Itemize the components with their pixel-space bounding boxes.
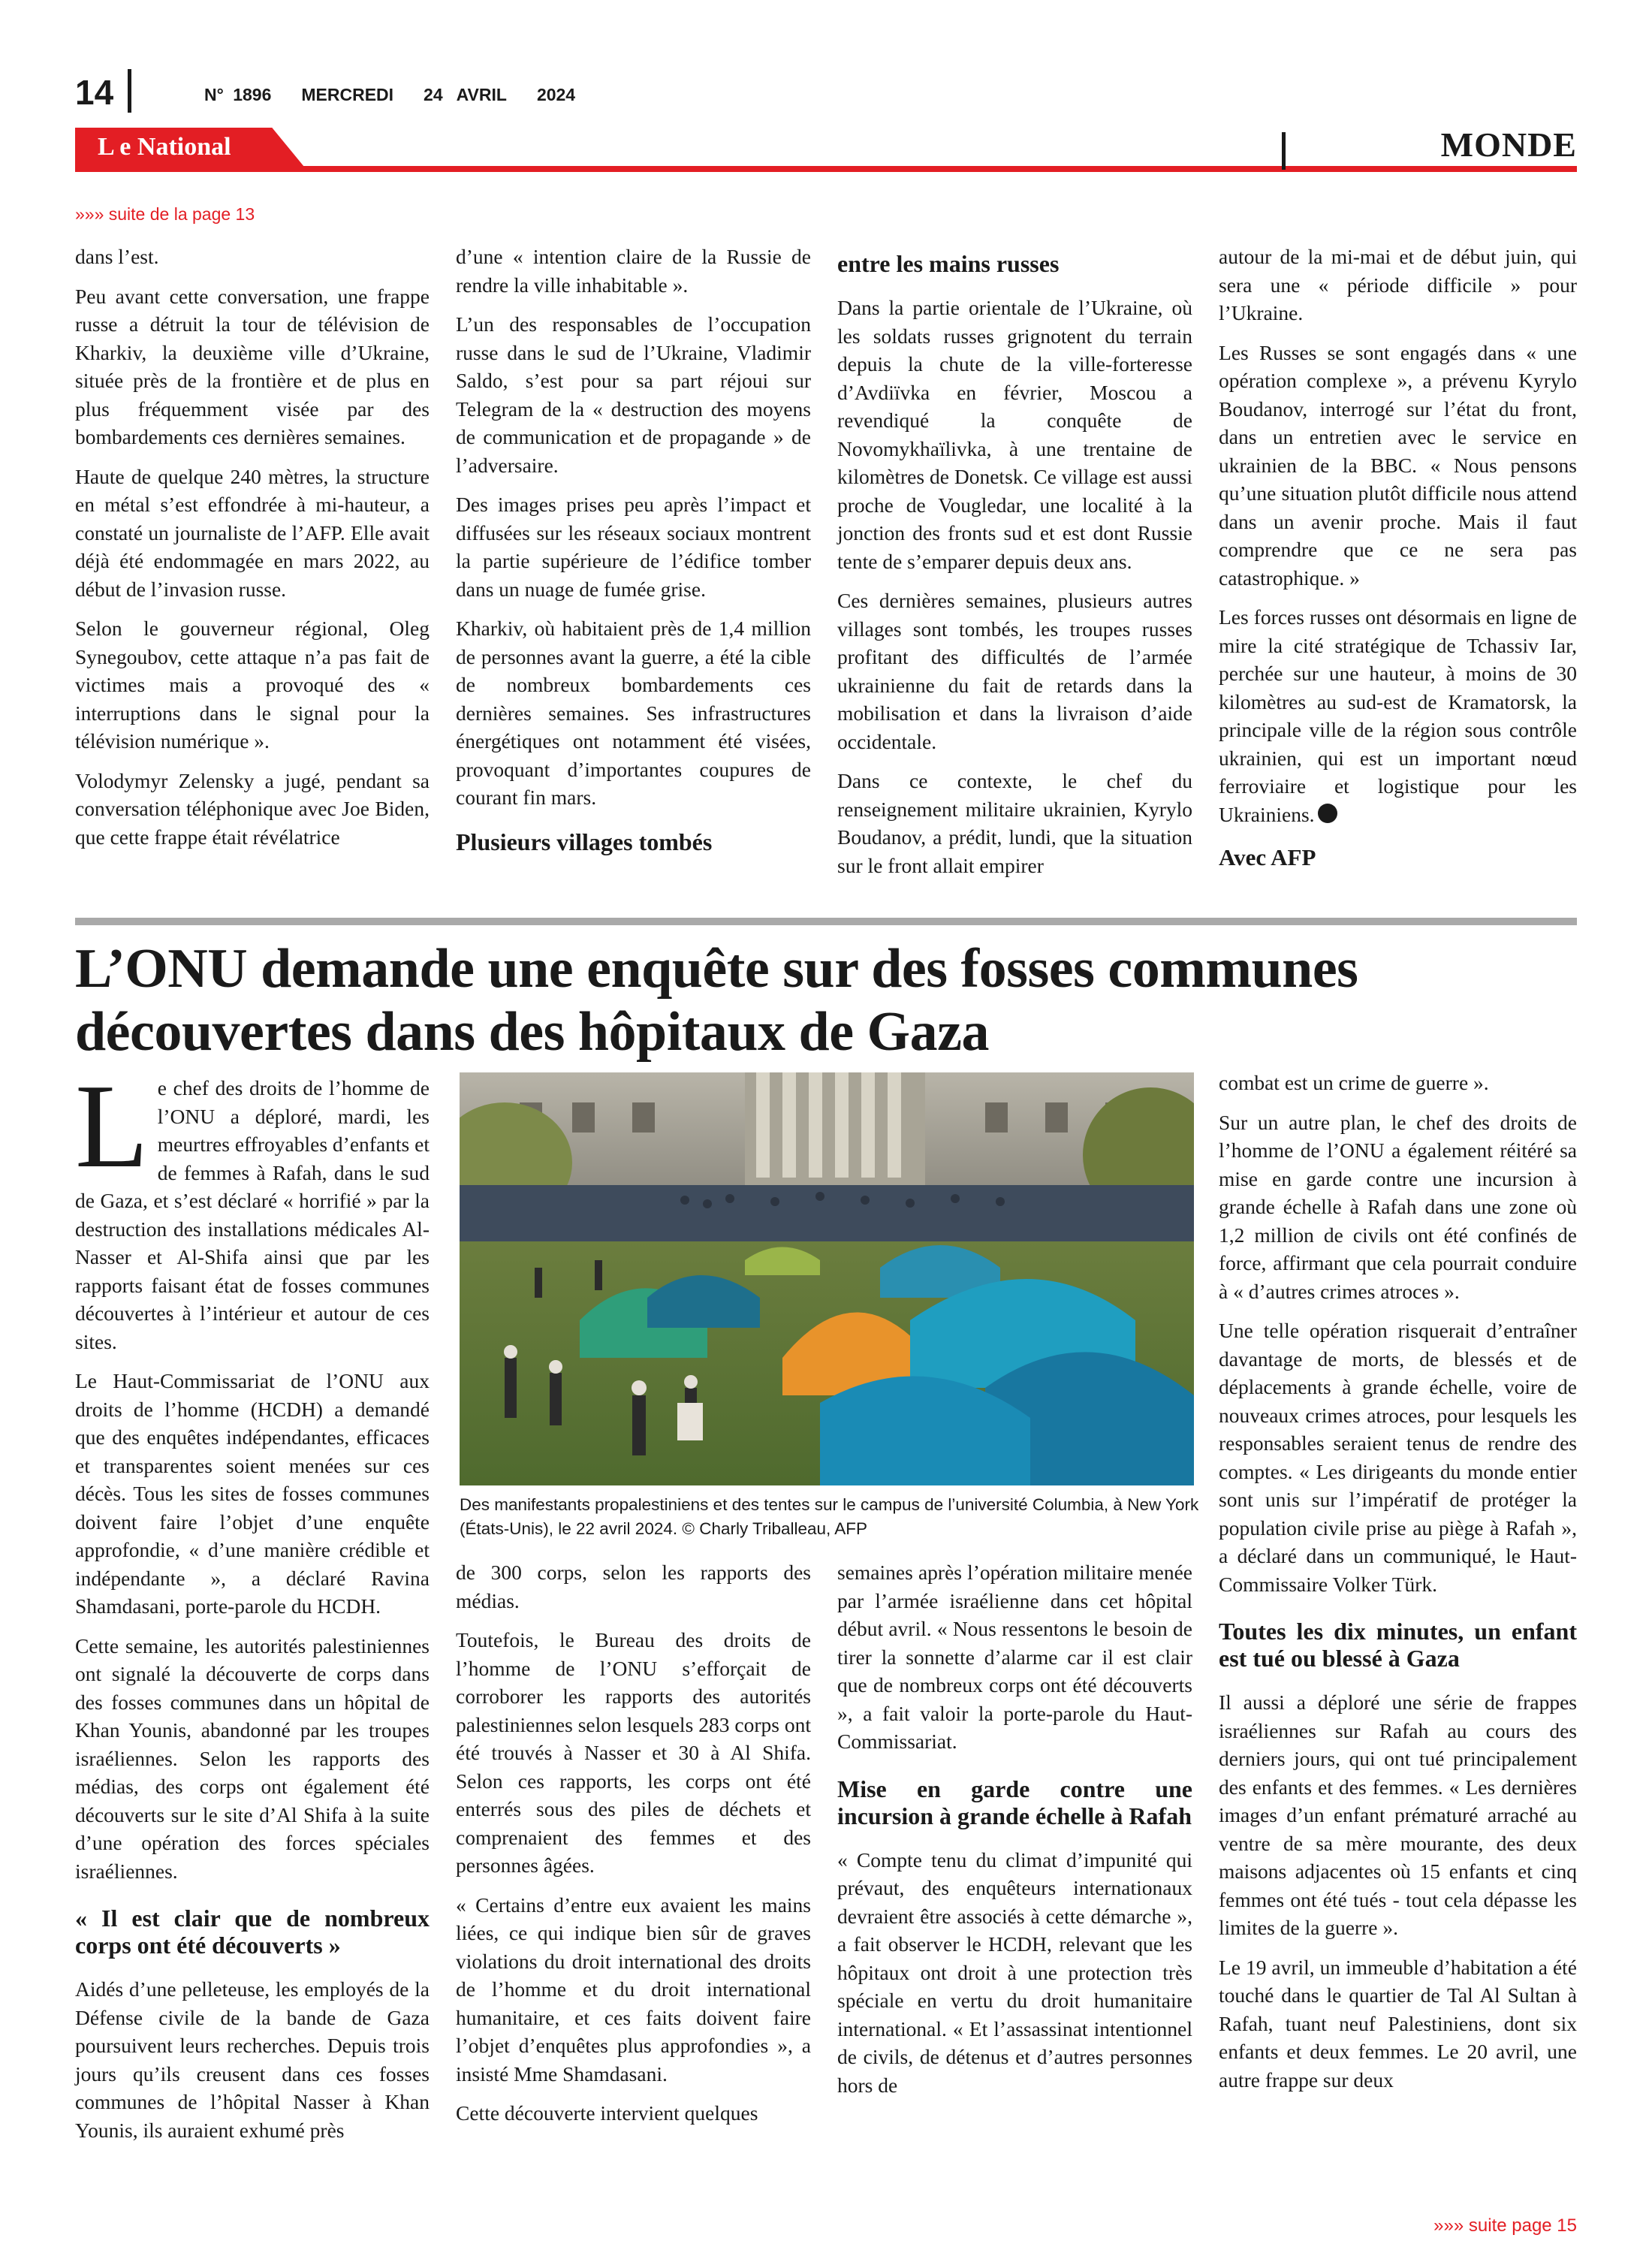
paragraph: Haute de quelque 240 mètres, la structure en métal s’est effondrée à mi-hauteur, a constaté un journaliste de l’AFP. Elle avait déjà été endommagée en mars 2022, au début de l’invasion russe. — [75, 464, 430, 601]
section-divider — [1282, 132, 1286, 170]
top-article-column-1 — [75, 243, 430, 862]
paragraph: dans l’est. — [75, 245, 159, 268]
header-divider — [128, 69, 131, 113]
top-article-column-3 — [837, 250, 1192, 891]
subheading: Toutes les dix minutes, un enfant est tué ou blessé à Gaza — [1219, 1618, 1577, 1672]
subheading: Mise en garde contre une incursion à grande échelle à Rafah — [837, 1775, 1192, 1829]
paragraph: d’une « intention claire de la Russie de rendre la ville inhabitable ». — [456, 245, 811, 297]
paragraph: Dans ce contexte, le chef du renseignement militaire ukrainien, Kyrylo Boudanov, a prédit, lundi, que la situation sur le front allait empirer — [837, 769, 1192, 877]
paragraph: Le Haut-Commissariat de l’ONU aux droits de l’homme (HCDH) a demandé que des enquêtes indépendantes, efficaces et transparentes soient menées sur ces décès. Tous les sites de fosses communes doivent faire l’objet d’une enquête approfondie, « d’une manière crédible et indépendante », a déclaré Ravina Shamdasani, porte-parole du HCDH. — [75, 1369, 430, 1618]
paragraph: Selon le gouverneur régional, Oleg Synegoubov, cette attaque n’a pas fait de victimes mais a provoqué des « interruptions dans le signal pour la télévision numérique ». — [75, 617, 430, 753]
paragraph: Il aussi a déploré une série de frappes israéliennes sur Rafah au cours des derniers jours, qui ont tué principalement des enfants et des femmes. « Les dernières images d’un enfant prématuré arraché au ventre de sa mère mourante, des deux maisons adjacentes où 15 enfants et cinq femmes ont été tués - tout cela dépasse les limites de la guerre ». — [1219, 1691, 1577, 1939]
main-article-column-1 — [75, 1059, 430, 2155]
signature: Avec AFP — [1219, 844, 1316, 870]
main-article-column-2 — [456, 1558, 811, 2139]
paragraph: L’un des responsables de l’occupation russe dans le sud de l’Ukraine, Vladimir Saldo, s’est pour sa part réjoui sur Telegram de la « destruction des moyens de communication et de propagande » de l’adversaire. — [456, 312, 811, 477]
subheading: entre les mains russes — [837, 250, 1060, 277]
stop-mark-icon — [1318, 804, 1337, 823]
article-divider — [75, 918, 1577, 925]
continued-from-link[interactable]: »»» suite de la page 13 — [75, 204, 255, 224]
paragraph — [1219, 603, 1577, 828]
continued-to-link[interactable]: »»» suite page 15 — [1433, 2215, 1577, 2236]
main-article-column-4 — [1219, 1069, 1577, 2105]
paragraph: Une telle opération risquerait d’entraîner davantage de morts, de blessés et de déplacements à grande échelle, voire de nouveaux crimes atroces, pour lesquels les responsables seraient tenus de rendre des comptes. « Les dirigeants du monde entier sont unis sur l’impératif de protéger la population civile prise au piège à Rafah », a déclaré dans un communiqué, le Haut-Commissaire Volker Türk. — [1219, 1319, 1577, 1596]
brand-name: L e National — [98, 133, 231, 161]
paragraph: Volodymyr Zelensky a jugé, pendant sa conversation téléphonique avec Joe Biden, que cette frappe était révélatrice — [75, 768, 430, 849]
lead-paragraph — [75, 1059, 430, 1356]
paragraph-text: Les forces russes ont désormais en ligne de mire la cité stratégique de Tchassiv Iar, perchée sur une hauteur, à moins de 30 kilomètres au sud-est de Kramatorsk, la principale ville de la région sous contrôle ukrainien, qui est un important nœud ferroviaire et logistique pour les Ukrainiens. — [1219, 605, 1577, 826]
drop-cap: L — [75, 1059, 149, 1193]
paragraph: Cette découverte intervient quelques — [456, 2101, 758, 2125]
paragraph: de 300 corps, selon les rapports des médias. — [456, 1561, 811, 1612]
paragraph: Kharkiv, où habitaient près de 1,4 million de personnes avant la guerre, a été la cible de nombreux bombardements ces dernières semaines. Ses infrastructures énergétiques ont notamment été visées, provoquant d’importantes coupures de courant fin mars. — [456, 617, 811, 809]
paragraph: « Certains d’entre eux avaient les mains liées, ce qui indique bien sûr de graves violations du droit international des droits de l’homme et du droit international humanitaire, et ces faits doivent faire l’objet d’enquêtes plus approfondies », a insisté Mme Shamdasani. — [456, 1893, 811, 2086]
header-rule — [75, 166, 1577, 172]
paragraph: Les Russes se sont engagés dans « une opération complexe », a prévenu Kyrylo Boudanov, interrogé sur l’état du front, dans un entretien avec le service en ukrainien de la BBC. « Nous pensons qu’une situation plutôt difficile nous attend dans un avenir proche. Mais il faut comprendre que ce ne sera pas catastrophique. » — [1219, 340, 1577, 590]
article-photo — [460, 1072, 1194, 1485]
paragraph: Ces dernières semaines, plusieurs autres villages sont tombés, les troupes russes profitant des difficultés de l’armée ukrainienne du fait de retards dans la mobilisation et dans la livraison d’aide occidentale. — [837, 589, 1192, 753]
paragraph: Sur un autre plan, le chef des droits de l’homme de l’ONU a également réitéré sa mise en garde contre une incursion à grande échelle à Rafah dans une zone où 1,2 million de civils ont été confinés de force, affirmant que cela pourrait conduire à « d’autres crimes atroces ». — [1219, 1110, 1577, 1303]
paragraph: Dans la partie orientale de l’Ukraine, où les soldats russes grignotent du terrain depuis la chute de la ville-forteresse d’Avdiïvka en février, Moscou a revendiqué la conquête de Novomykhaïlivka, à une trentaine de kilomètres de Donetsk. Ce village est aussi proche de Vougledar, une localité à la jonction des fronts sud et est dont Russie tente de s’emparer depuis deux ans. — [837, 296, 1192, 573]
issue-day: 24 — [424, 85, 443, 104]
page-number: 14 — [75, 73, 114, 112]
subheading: « Il est clair que de nombreux corps ont été découverts » — [75, 1905, 430, 1959]
lead-text: e chef des droits de l’homme de l’ONU a déploré, mardi, les meurtres effroyables d’enfants et de femmes à Rafah, dans le sud de Gaza, et s’est déclaré « horrifié » par la destruction des installations médicales Al-Nasser et Al-Shifa ainsi que par les rapports faisant état de fosses communes découvertes à l’intérieur et autour de ces sites. — [75, 1076, 430, 1353]
top-article-column-4 — [1219, 243, 1577, 872]
paragraph: Le 19 avril, un immeuble d’habitation a été touché dans le quartier de Tal Al Sultan à Rafah, tuant neuf Palestiniens, dont six enfants et deux femmes. Le 20 avril, une autre frappe sur deux — [1219, 1955, 1577, 2092]
paragraph: Toutefois, le Bureau des droits de l’homme de l’ONU s’efforçait de corroborer les rapports des autorités palestiniennes selon lesquels 283 corps ont été trouvés à Nasser et 30 à Al Shifa. Selon ces rapports, les corps ont été enterrés sous des piles de déchets et comprenaient des femmes et des personnes âgées. — [456, 1628, 811, 1877]
paragraph: semaines après l’opération militaire menée par l’armée israélienne dans cet hôpital début avril. « Nous ressentons le besoin de tirer la sonnette d’alarme car il est clair que de nombreux corps ont été découverts », a fait valoir la porte-parole du Haut-Commissariat. — [837, 1561, 1192, 1753]
paragraph: Peu avant cette conversation, une frappe russe a détruit la tour de télévision de Kharkiv, la deuxième ville d’Ukraine, située près de la frontière et de plus en plus fréquemment visée par des bombardements ces dernières semaines. — [75, 284, 430, 448]
photo-caption: Des manifestants propalestiniens et des tentes sur le campus de l’université Columbia, à New York (États-Unis), le 22 avril 2024. © Charly Triballeau, AFP — [460, 1495, 1199, 1538]
top-article-column-2 — [456, 243, 811, 869]
protest-campus-photo — [460, 1072, 1194, 1485]
subheading: Plusieurs villages tombés — [456, 828, 713, 855]
paragraph: « Compte tenu du climat d’impunité qui prévaut, des enquêteurs internationaux devraient être associés à cette démarche », a fait observer le HCDH, relevant que les hôpitaux ont droit à une protection très spéciale en vertu du droit humanitaire international. « Et l’assassinat intentionnel de civils, de détenus et d’autres personnes hors de — [837, 1847, 1192, 2097]
paragraph: combat est un crime de guerre ». — [1219, 1071, 1489, 1094]
issue-number: N° 1896 — [204, 85, 272, 104]
paragraph: autour de la mi-mai et de début juin, qui sera une « période difficile » pour l’Ukraine. — [1219, 245, 1577, 324]
main-article-column-3 — [837, 1558, 1192, 2110]
section-title: MONDE — [1440, 125, 1577, 164]
paragraph: Des images prises peu après l’impact et diffusées sur les réseaux sociaux montrent la partie supérieure de l’édifice tomber dans un nuage de fumée grise. — [456, 493, 811, 601]
issue-line — [204, 85, 605, 105]
issue-month: AVRIL — [456, 85, 507, 104]
issue-year: 2024 — [536, 85, 576, 104]
article-headline: L’ONU demande une enquête sur des fosses communes découvertes dans des hôpitaux de Gaza — [75, 938, 1358, 1063]
paragraph: Cette semaine, les autorités palestiniennes ont signalé la découverte de corps dans des fosses communes dans un hôpital de Khan Younis, abandonné par les troupes israéliennes. Selon les rapports des médias, des corps ont également été découverts sur le site d’Al Shifa à la suite d’une opération des forces spéciales israéliennes. — [75, 1633, 430, 1883]
paragraph: Aidés d’une pelleteuse, les employés de la Défense civile de la bande de Gaza poursuivent leurs recherches. Depuis trois jours qu’ils creusent dans ces fosses communes de l’hôpital Nasser à Khan Younis, ils auraient exhumé près — [75, 1977, 430, 2142]
issue-weekday: MERCREDI — [301, 85, 394, 104]
